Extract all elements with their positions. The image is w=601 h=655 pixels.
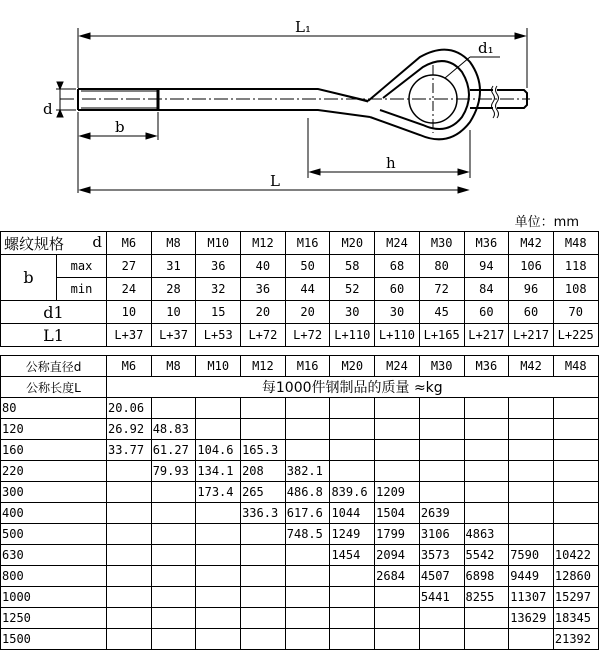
b-max-cell: 94 bbox=[464, 255, 509, 278]
mass-value-cell bbox=[285, 545, 330, 566]
b-max-cell: 27 bbox=[107, 255, 152, 278]
mass-value-cell bbox=[375, 587, 420, 608]
mass-value-cell: 208 bbox=[241, 461, 286, 482]
l1-dimension-label: L₁ bbox=[295, 18, 311, 36]
b-min-cell: 84 bbox=[464, 278, 509, 301]
mass-value-cell: 165.3 bbox=[241, 440, 286, 461]
mass-value-cell: 21392 bbox=[553, 629, 598, 650]
unit-label: 单位：mm bbox=[514, 215, 579, 230]
mass-size-cell: M48 bbox=[553, 356, 598, 377]
mass-length-cell: 1000 bbox=[1, 587, 107, 608]
mass-row bbox=[1, 545, 599, 566]
mass-value-cell bbox=[151, 566, 196, 587]
mass-value-cell bbox=[107, 545, 152, 566]
mass-value-cell bbox=[464, 482, 509, 503]
mass-size-cell: M12 bbox=[241, 356, 286, 377]
min-label: min bbox=[57, 278, 107, 301]
mass-value-cell: 8255 bbox=[464, 587, 509, 608]
b-dimension-label: b bbox=[115, 118, 125, 136]
mass-title-row bbox=[1, 377, 599, 398]
mass-table bbox=[0, 355, 599, 650]
mass-value-cell bbox=[196, 566, 241, 587]
mass-value-cell: 33.77 bbox=[107, 440, 152, 461]
mass-value-cell: 1504 bbox=[375, 503, 420, 524]
spec-size-cell: M48 bbox=[553, 232, 598, 255]
mass-row bbox=[1, 587, 599, 608]
mass-value-cell bbox=[419, 398, 464, 419]
d1-cell: 20 bbox=[241, 301, 286, 324]
d1-label: d1 bbox=[1, 301, 107, 324]
mass-size-cell: M8 bbox=[151, 356, 196, 377]
mass-value-cell: 104.6 bbox=[196, 440, 241, 461]
nominal-l-label: 公称长度L bbox=[1, 377, 107, 398]
mass-value-cell bbox=[151, 587, 196, 608]
mass-length-cell: 220 bbox=[1, 461, 107, 482]
mass-value-cell bbox=[107, 608, 152, 629]
d1-dimension-label: d₁ bbox=[478, 39, 494, 57]
mass-value-cell bbox=[419, 629, 464, 650]
mass-value-cell bbox=[464, 440, 509, 461]
mass-length-cell: 630 bbox=[1, 545, 107, 566]
l1-cell: L+217 bbox=[464, 324, 509, 347]
mass-value-cell bbox=[107, 587, 152, 608]
mass-value-cell bbox=[330, 419, 375, 440]
d1-cell: 10 bbox=[151, 301, 196, 324]
mass-row bbox=[1, 629, 599, 650]
l1-cell: L+72 bbox=[285, 324, 330, 347]
mass-value-cell: 5441 bbox=[419, 587, 464, 608]
b-max-cell: 40 bbox=[241, 255, 286, 278]
mass-size-cell: M36 bbox=[464, 356, 509, 377]
b-min-cell: 72 bbox=[419, 278, 464, 301]
spec-row-d1 bbox=[1, 301, 599, 324]
spec-size-cell: M42 bbox=[509, 232, 554, 255]
b-min-cell: 32 bbox=[196, 278, 241, 301]
mass-value-cell bbox=[330, 608, 375, 629]
eye-bolt-drawing bbox=[0, 0, 601, 200]
mass-value-cell bbox=[241, 398, 286, 419]
l1-cell: L+53 bbox=[196, 324, 241, 347]
mass-value-cell: 18345 bbox=[553, 608, 598, 629]
b-min-cell: 36 bbox=[241, 278, 286, 301]
h-dimension-label: h bbox=[386, 154, 396, 172]
mass-value-cell bbox=[196, 545, 241, 566]
spec-row-l1 bbox=[1, 324, 599, 347]
b-max-cell: 106 bbox=[509, 255, 554, 278]
mass-value-cell bbox=[375, 608, 420, 629]
l1-cell: L+110 bbox=[330, 324, 375, 347]
b-max-cell: 58 bbox=[330, 255, 375, 278]
mass-value-cell bbox=[196, 587, 241, 608]
mass-row bbox=[1, 482, 599, 503]
l1-cell: L+217 bbox=[509, 324, 554, 347]
mass-value-cell bbox=[241, 524, 286, 545]
mass-value-cell: 3573 bbox=[419, 545, 464, 566]
l1-cell: L+72 bbox=[241, 324, 286, 347]
b-max-cell: 118 bbox=[553, 255, 598, 278]
l1-cell: L+110 bbox=[375, 324, 420, 347]
mass-value-cell: 7590 bbox=[509, 545, 554, 566]
mass-value-cell bbox=[419, 419, 464, 440]
mass-value-cell bbox=[285, 398, 330, 419]
mass-value-cell bbox=[241, 629, 286, 650]
mass-value-cell bbox=[107, 482, 152, 503]
mass-value-cell bbox=[464, 419, 509, 440]
mass-value-cell bbox=[330, 629, 375, 650]
mass-title: 每1000件钢制品的质量 ≈kg bbox=[107, 377, 599, 398]
d1-cell: 30 bbox=[375, 301, 420, 324]
spec-size-cell: M8 bbox=[151, 232, 196, 255]
mass-length-cell: 300 bbox=[1, 482, 107, 503]
mass-value-cell bbox=[509, 482, 554, 503]
mass-value-cell: 748.5 bbox=[285, 524, 330, 545]
spec-size-cell: M6 bbox=[107, 232, 152, 255]
sizes-label: 螺纹规格 bbox=[4, 234, 65, 253]
mass-length-cell: 1500 bbox=[1, 629, 107, 650]
b-min-cell: 96 bbox=[509, 278, 554, 301]
mass-value-cell bbox=[509, 524, 554, 545]
mass-value-cell bbox=[509, 629, 554, 650]
mass-value-cell bbox=[375, 461, 420, 482]
mass-row bbox=[1, 608, 599, 629]
mass-row bbox=[1, 524, 599, 545]
mass-row bbox=[1, 440, 599, 461]
mass-size-cell: M20 bbox=[330, 356, 375, 377]
mass-size-cell: M10 bbox=[196, 356, 241, 377]
mass-value-cell bbox=[151, 629, 196, 650]
mass-value-cell bbox=[196, 629, 241, 650]
b-label: b bbox=[1, 255, 57, 301]
mass-value-cell: 9449 bbox=[509, 566, 554, 587]
mass-value-cell: 2639 bbox=[419, 503, 464, 524]
mass-value-cell: 20.06 bbox=[107, 398, 152, 419]
mass-value-cell bbox=[553, 398, 598, 419]
mass-value-cell bbox=[375, 398, 420, 419]
mass-value-cell: 1799 bbox=[375, 524, 420, 545]
mass-value-cell bbox=[553, 482, 598, 503]
mass-value-cell: 61.27 bbox=[151, 440, 196, 461]
mass-value-cell bbox=[241, 608, 286, 629]
mass-header-row bbox=[1, 356, 599, 377]
mass-length-cell: 800 bbox=[1, 566, 107, 587]
mass-length-cell: 400 bbox=[1, 503, 107, 524]
mass-value-cell: 3106 bbox=[419, 524, 464, 545]
mass-value-cell bbox=[151, 398, 196, 419]
mass-value-cell bbox=[419, 440, 464, 461]
mass-length-cell: 80 bbox=[1, 398, 107, 419]
mass-value-cell: 4507 bbox=[419, 566, 464, 587]
mass-value-cell bbox=[553, 419, 598, 440]
b-min-cell: 52 bbox=[330, 278, 375, 301]
mass-value-cell: 48.83 bbox=[151, 419, 196, 440]
d1-cell: 45 bbox=[419, 301, 464, 324]
b-max-cell: 31 bbox=[151, 255, 196, 278]
mass-row bbox=[1, 566, 599, 587]
max-label: max bbox=[57, 255, 107, 278]
b-max-cell: 36 bbox=[196, 255, 241, 278]
mass-value-cell bbox=[553, 524, 598, 545]
mass-value-cell: 1454 bbox=[330, 545, 375, 566]
mass-value-cell bbox=[241, 587, 286, 608]
mass-value-cell bbox=[330, 398, 375, 419]
mass-value-cell bbox=[419, 461, 464, 482]
mass-value-cell bbox=[509, 419, 554, 440]
mass-length-cell: 1250 bbox=[1, 608, 107, 629]
mass-value-cell bbox=[464, 503, 509, 524]
mass-value-cell bbox=[196, 419, 241, 440]
mass-row bbox=[1, 419, 599, 440]
d1-cell: 60 bbox=[509, 301, 554, 324]
spec-size-header bbox=[1, 232, 107, 255]
spec-row-b-min bbox=[1, 278, 599, 301]
mass-value-cell: 6898 bbox=[464, 566, 509, 587]
spec-size-cell: M24 bbox=[375, 232, 420, 255]
b-min-cell: 108 bbox=[553, 278, 598, 301]
b-min-cell: 44 bbox=[285, 278, 330, 301]
mass-size-cell: M6 bbox=[107, 356, 152, 377]
mass-value-cell bbox=[196, 524, 241, 545]
mass-value-cell bbox=[375, 419, 420, 440]
mass-value-cell bbox=[151, 503, 196, 524]
mass-value-cell bbox=[285, 419, 330, 440]
mass-value-cell bbox=[509, 461, 554, 482]
mass-value-cell bbox=[196, 398, 241, 419]
l1-cell: L+225 bbox=[553, 324, 598, 347]
spec-size-cell: M16 bbox=[285, 232, 330, 255]
d-dimension-label: d bbox=[43, 100, 53, 118]
mass-value-cell bbox=[375, 629, 420, 650]
mass-value-cell: 15297 bbox=[553, 587, 598, 608]
mass-value-cell: 382.1 bbox=[285, 461, 330, 482]
mass-value-cell: 26.92 bbox=[107, 419, 152, 440]
mass-value-cell bbox=[464, 629, 509, 650]
d1-cell: 15 bbox=[196, 301, 241, 324]
mass-value-cell bbox=[553, 503, 598, 524]
mass-size-cell: M16 bbox=[285, 356, 330, 377]
mass-value-cell bbox=[107, 461, 152, 482]
d1-cell: 30 bbox=[330, 301, 375, 324]
mass-value-cell bbox=[285, 440, 330, 461]
mass-value-cell bbox=[464, 398, 509, 419]
mass-row bbox=[1, 503, 599, 524]
mass-value-cell: 13629 bbox=[509, 608, 554, 629]
mass-value-cell bbox=[330, 440, 375, 461]
mass-value-cell: 336.3 bbox=[241, 503, 286, 524]
mass-value-cell bbox=[285, 629, 330, 650]
b-max-cell: 80 bbox=[419, 255, 464, 278]
mass-value-cell: 134.1 bbox=[196, 461, 241, 482]
mass-value-cell: 173.4 bbox=[196, 482, 241, 503]
mass-value-cell bbox=[509, 398, 554, 419]
mass-value-cell: 5542 bbox=[464, 545, 509, 566]
mass-value-cell bbox=[107, 629, 152, 650]
mass-size-cell: M30 bbox=[419, 356, 464, 377]
mass-value-cell: 2094 bbox=[375, 545, 420, 566]
spec-size-cell: M36 bbox=[464, 232, 509, 255]
mass-value-cell bbox=[464, 608, 509, 629]
mass-value-cell bbox=[553, 440, 598, 461]
mass-value-cell bbox=[196, 503, 241, 524]
b-max-cell: 68 bbox=[375, 255, 420, 278]
spec-size-cell: M20 bbox=[330, 232, 375, 255]
mass-row bbox=[1, 461, 599, 482]
spec-size-cell: M12 bbox=[241, 232, 286, 255]
d1-cell: 60 bbox=[464, 301, 509, 324]
d1-cell: 10 bbox=[107, 301, 152, 324]
mass-value-cell: 486.8 bbox=[285, 482, 330, 503]
mass-value-cell: 10422 bbox=[553, 545, 598, 566]
spec-size-cell: M10 bbox=[196, 232, 241, 255]
mass-value-cell bbox=[419, 482, 464, 503]
d1-cell: 20 bbox=[285, 301, 330, 324]
mass-value-cell bbox=[241, 419, 286, 440]
mass-value-cell bbox=[285, 587, 330, 608]
mass-value-cell: 617.6 bbox=[285, 503, 330, 524]
mass-value-cell bbox=[151, 545, 196, 566]
mass-value-cell: 839.6 bbox=[330, 482, 375, 503]
mass-value-cell: 79.93 bbox=[151, 461, 196, 482]
mass-value-cell bbox=[375, 440, 420, 461]
mass-value-cell bbox=[285, 566, 330, 587]
mass-value-cell bbox=[509, 440, 554, 461]
mass-size-cell: M42 bbox=[509, 356, 554, 377]
mass-value-cell bbox=[285, 608, 330, 629]
mass-value-cell bbox=[241, 545, 286, 566]
b-min-cell: 24 bbox=[107, 278, 152, 301]
b-min-cell: 28 bbox=[151, 278, 196, 301]
mass-value-cell bbox=[330, 461, 375, 482]
l1-cell: L+37 bbox=[107, 324, 152, 347]
l1-cell: L+165 bbox=[419, 324, 464, 347]
mass-value-cell: 265 bbox=[241, 482, 286, 503]
mass-length-cell: 160 bbox=[1, 440, 107, 461]
mass-row bbox=[1, 398, 599, 419]
mass-value-cell bbox=[330, 566, 375, 587]
l-dimension-label: L bbox=[270, 172, 280, 190]
mass-value-cell bbox=[151, 482, 196, 503]
mass-length-cell: 500 bbox=[1, 524, 107, 545]
nominal-d-label: 公称直径d bbox=[1, 356, 107, 377]
spec-row-sizes bbox=[1, 232, 599, 255]
mass-size-cell: M24 bbox=[375, 356, 420, 377]
b-max-cell: 50 bbox=[285, 255, 330, 278]
mass-length-cell: 120 bbox=[1, 419, 107, 440]
mass-value-cell bbox=[107, 524, 152, 545]
mass-value-cell bbox=[419, 608, 464, 629]
mass-value-cell: 2684 bbox=[375, 566, 420, 587]
mass-value-cell bbox=[330, 587, 375, 608]
d-symbol: d bbox=[92, 232, 102, 251]
spec-size-cell: M30 bbox=[419, 232, 464, 255]
mass-value-cell: 11307 bbox=[509, 587, 554, 608]
mass-value-cell bbox=[464, 461, 509, 482]
mass-value-cell bbox=[151, 524, 196, 545]
mass-value-cell bbox=[107, 566, 152, 587]
mass-value-cell bbox=[509, 503, 554, 524]
b-min-cell: 60 bbox=[375, 278, 420, 301]
l1-label: L1 bbox=[1, 324, 107, 347]
mass-value-cell bbox=[241, 566, 286, 587]
mass-value-cell bbox=[196, 608, 241, 629]
mass-value-cell: 1249 bbox=[330, 524, 375, 545]
d1-cell: 70 bbox=[553, 301, 598, 324]
mass-value-cell: 1044 bbox=[330, 503, 375, 524]
mass-value-cell: 4863 bbox=[464, 524, 509, 545]
mass-value-cell: 1209 bbox=[375, 482, 420, 503]
mass-value-cell bbox=[553, 461, 598, 482]
l1-cell: L+37 bbox=[151, 324, 196, 347]
spec-row-b-max bbox=[1, 255, 599, 278]
mass-value-cell bbox=[107, 503, 152, 524]
mass-value-cell: 12860 bbox=[553, 566, 598, 587]
mass-value-cell bbox=[151, 608, 196, 629]
spec-table bbox=[0, 231, 599, 347]
